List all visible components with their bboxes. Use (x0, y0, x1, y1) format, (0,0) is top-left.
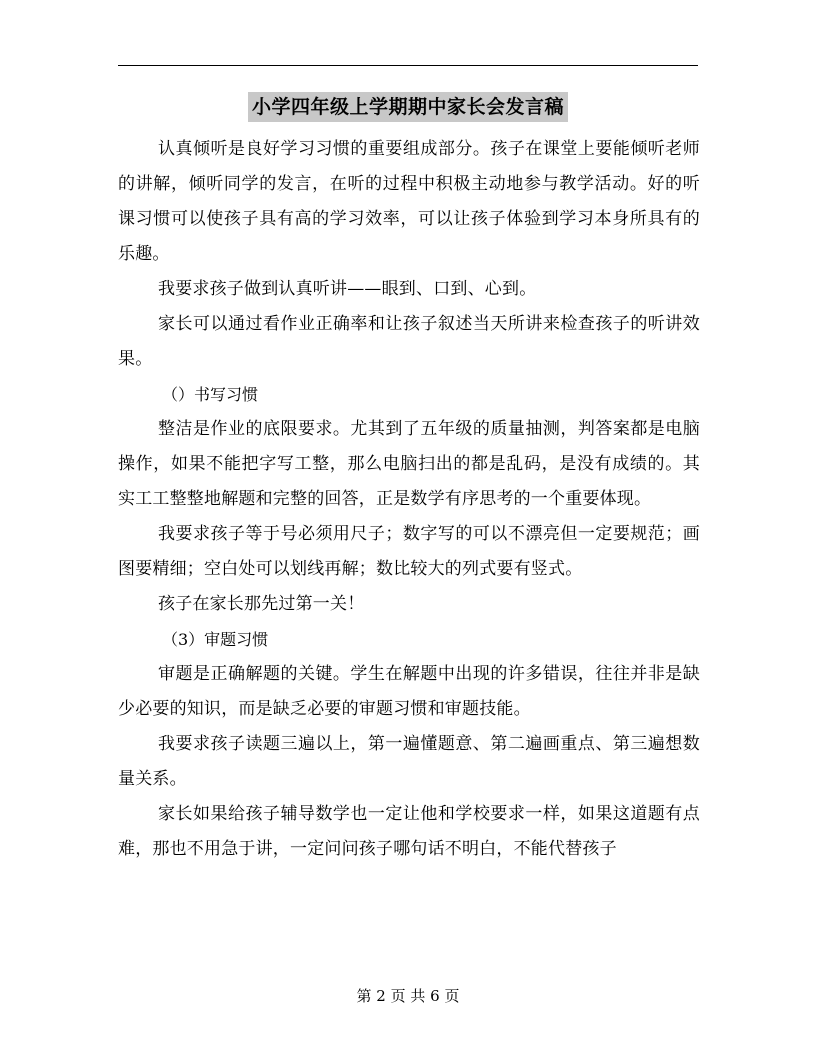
paragraph: 我要求孩子等于号必须用尺子；数字写的可以不漂亮但一定要规范；画图要精细；空白处可以划线再解；数比较大的列式要有竖式。 (118, 524, 700, 579)
page-number: 第 2 页 共 6 页 (356, 987, 460, 1005)
paragraph: 审题是正确解题的关键。学生在解题中出现的许多错误，往往并非是缺少必要的知识，而是缺乏必要的审题习惯和审题技能。 (118, 664, 700, 719)
section-heading: （3）审题习惯 (162, 630, 269, 649)
header-rule (118, 65, 698, 66)
paragraph: 我要求孩子读题三遍以上，第一遍懂题意、第二遍画重点、第三遍想数量关系。 (118, 734, 700, 789)
paragraph: 孩子在家长那先过第一关！ (158, 594, 365, 614)
paragraph: 整洁是作业的底限要求。尤其到了五年级的质量抽测，判答案都是电脑操作，如果不能把字写工整，那么电脑扫出的都是乱码，是没有成绩的。其实工工整整地解题和完整的回答，正是数学有序思考的一个重要体现。 (118, 419, 700, 509)
paragraph: 家长如果给孩子辅导数学也一定让他和学校要求一样，如果这道题有点难，那也不用急于讲，一定问问孩子哪句话不明白，不能代替孩子 (118, 804, 700, 859)
paragraph: 家长可以通过看作业正确率和让孩子叙述当天所讲来检查孩子的听讲效果。 (118, 314, 700, 369)
document-body (118, 132, 700, 867)
paragraph: 认真倾听是良好学习习惯的重要组成部分。孩子在课堂上要能倾听老师的讲解，倾听同学的发言，在听的过程中积极主动地参与教学活动。好的听课习惯可以使孩子具有高的学习效率，可以让孩子体验到学习本身所具有的乐趣。 (118, 139, 700, 264)
document-title: 小学四年级上学期期中家长会发言稿 (248, 92, 568, 122)
section-heading: （）书写习惯 (162, 385, 259, 404)
paragraph: 我要求孩子做到认真听讲——眼到、口到、心到。 (158, 279, 537, 299)
title-container (0, 92, 816, 122)
